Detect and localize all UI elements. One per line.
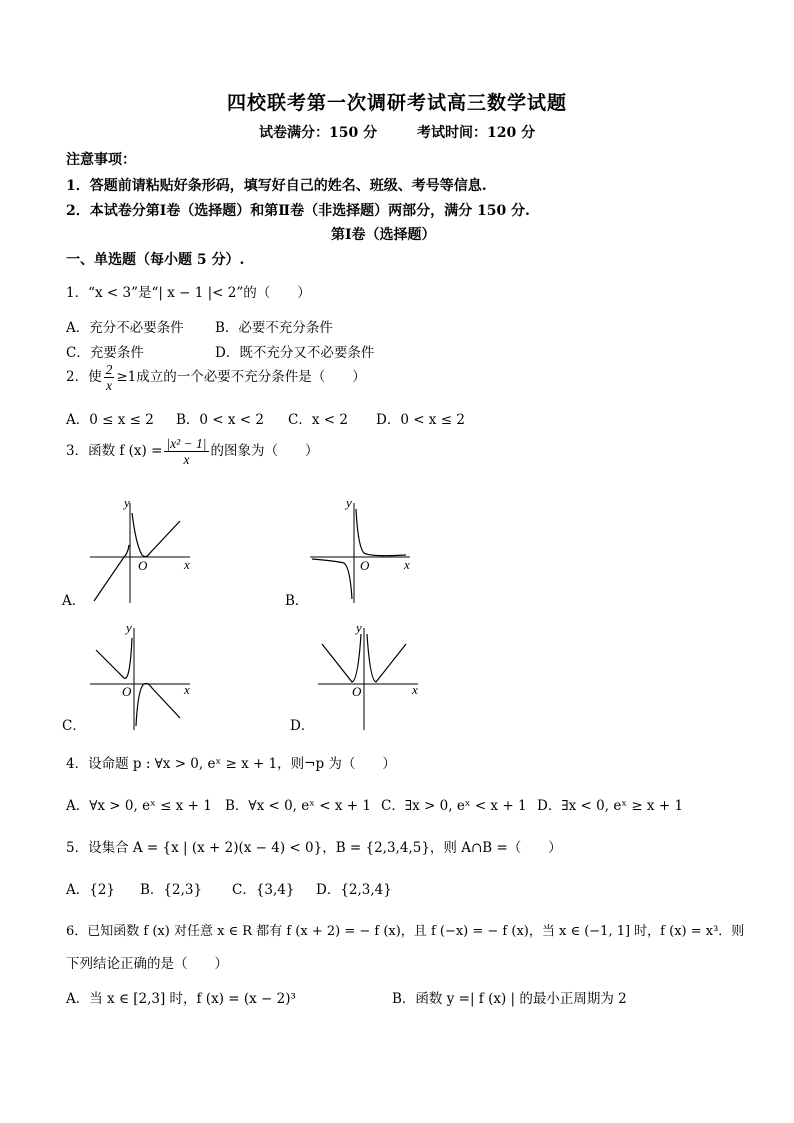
origin-label: O — [122, 684, 132, 699]
curve-left — [312, 559, 352, 599]
q3-frac-num: |x² − 1| — [166, 436, 207, 451]
curve-right — [136, 684, 180, 727]
q4-stem: 4．设命题 p : ∀x > 0, eˣ ≥ x + 1，则¬p 为（ ） — [66, 756, 396, 772]
q1-option-c: C．充要条件 — [66, 345, 144, 361]
q3-frac-den: x — [183, 452, 190, 467]
q2-option-b: B．0 < x < 2 — [176, 412, 265, 428]
q5-option-b: B．{2,3} — [140, 882, 203, 898]
curve-right — [132, 513, 180, 557]
score-label: 试卷满分：150 分 — [259, 125, 378, 141]
q6-option-a: A．当 x ∈ [2,3] 时，f (x) = (x − 2)³ — [66, 991, 296, 1007]
origin-label: O — [360, 558, 370, 573]
x-label: x — [184, 557, 190, 572]
q2-frac-den: x — [105, 378, 112, 393]
q4-option-a: A．∀x > 0, eˣ ≤ x + 1 — [66, 798, 212, 814]
curve-left — [96, 638, 132, 678]
q2-fraction — [104, 362, 115, 393]
q6-stem-line1: 6．已知函数 f (x) 对任意 x ∈ R 都有 f (x + 2) = − f (x)，且 f (−x) = − f (x)，当 x ∈ (−1, 1] 时，f (x) = x³．则 — [66, 924, 745, 939]
q4-option-b: B．∀x < 0, eˣ < x + 1 — [225, 798, 371, 814]
q2-suffix: ≥1成立的一个必要不充分条件是（ ） — [116, 369, 366, 385]
q5-option-c: C．{3,4} — [232, 882, 295, 898]
y-label: y — [356, 620, 362, 635]
x-label: x — [404, 557, 410, 572]
q4-option-c: C．∃x > 0, eˣ < x + 1 — [381, 798, 527, 814]
notes-heading: 注意事项： — [66, 152, 136, 168]
origin-label: O — [138, 558, 148, 573]
curve-right — [356, 509, 406, 556]
q3-label-c: C． — [62, 718, 86, 734]
note-item-2: 2．本试卷分第Ⅰ卷（选择题）和第Ⅱ卷（非选择题）两部分，满分 150 分. — [66, 203, 530, 219]
q6-option-b: B．函数 y =| f (x) | 的最小正周期为 2 — [392, 991, 627, 1007]
note-item-1: 1．答题前请粘贴好条形码，填写好自己的姓名、班级、考号等信息. — [66, 178, 487, 194]
q2-frac-num: 2 — [105, 362, 113, 377]
q3-graph-d — [314, 622, 424, 732]
x-label: x — [184, 682, 190, 697]
q3-suffix: 的图象为（ ） — [210, 443, 319, 459]
q4-option-d: D．∃x < 0, eˣ ≥ x + 1 — [537, 798, 684, 814]
q2-option-c: C．x < 2 — [288, 412, 348, 428]
page-title: 四校联考第一次调研考试高三数学试题 — [226, 92, 567, 114]
q3-fraction — [164, 436, 208, 467]
q2-stem — [66, 362, 366, 393]
q3-stem — [66, 436, 319, 467]
q3-graph-c — [86, 622, 196, 732]
part1-title: 第Ⅰ卷（选择题） — [331, 227, 436, 243]
q2-option-a: A．0 ≤ x ≤ 2 — [66, 412, 154, 428]
x-label: x — [412, 682, 418, 697]
curve-left — [94, 545, 129, 601]
q3-label-a: A． — [62, 593, 86, 609]
q2-prefix: 2．使 — [66, 369, 102, 385]
curve-left — [322, 634, 361, 682]
time-label: 考试时间：120 分 — [417, 125, 536, 141]
y-label: y — [346, 495, 352, 510]
q5-option-a: A．{2} — [66, 882, 116, 898]
q1-option-a: A．充分不必要条件 — [66, 320, 184, 336]
q3-label-d: D． — [290, 718, 315, 734]
y-label: y — [126, 620, 132, 635]
q5-stem: 5．设集合 A = {x | (x + 2)(x − 4) < 0}，B = {2,3,4,5}，则 A∩B =（ ） — [66, 840, 562, 856]
q3-prefix: 3．函数 f (x) = — [66, 443, 163, 459]
section1-title: 一、单选题（每小题 5 分）. — [66, 252, 245, 268]
y-label: y — [124, 495, 130, 510]
q2-option-d: D．0 < x ≤ 2 — [376, 412, 465, 428]
q3-label-b: B． — [285, 593, 309, 609]
q1-option-d: D．既不充分又不必要条件 — [215, 345, 375, 361]
curve-right — [367, 634, 406, 682]
q3-graph-b — [306, 495, 416, 605]
q3-graph-a — [86, 495, 196, 605]
q5-option-d: D．{2,3,4} — [316, 882, 392, 898]
q1-stem: 1．“x < 3”是“| x − 1 |< 2”的（ ） — [66, 285, 311, 301]
q1-option-b: B．必要不充分条件 — [215, 320, 333, 336]
q6-stem-line2: 下列结论正确的是（ ） — [66, 956, 228, 972]
origin-label: O — [352, 684, 362, 699]
